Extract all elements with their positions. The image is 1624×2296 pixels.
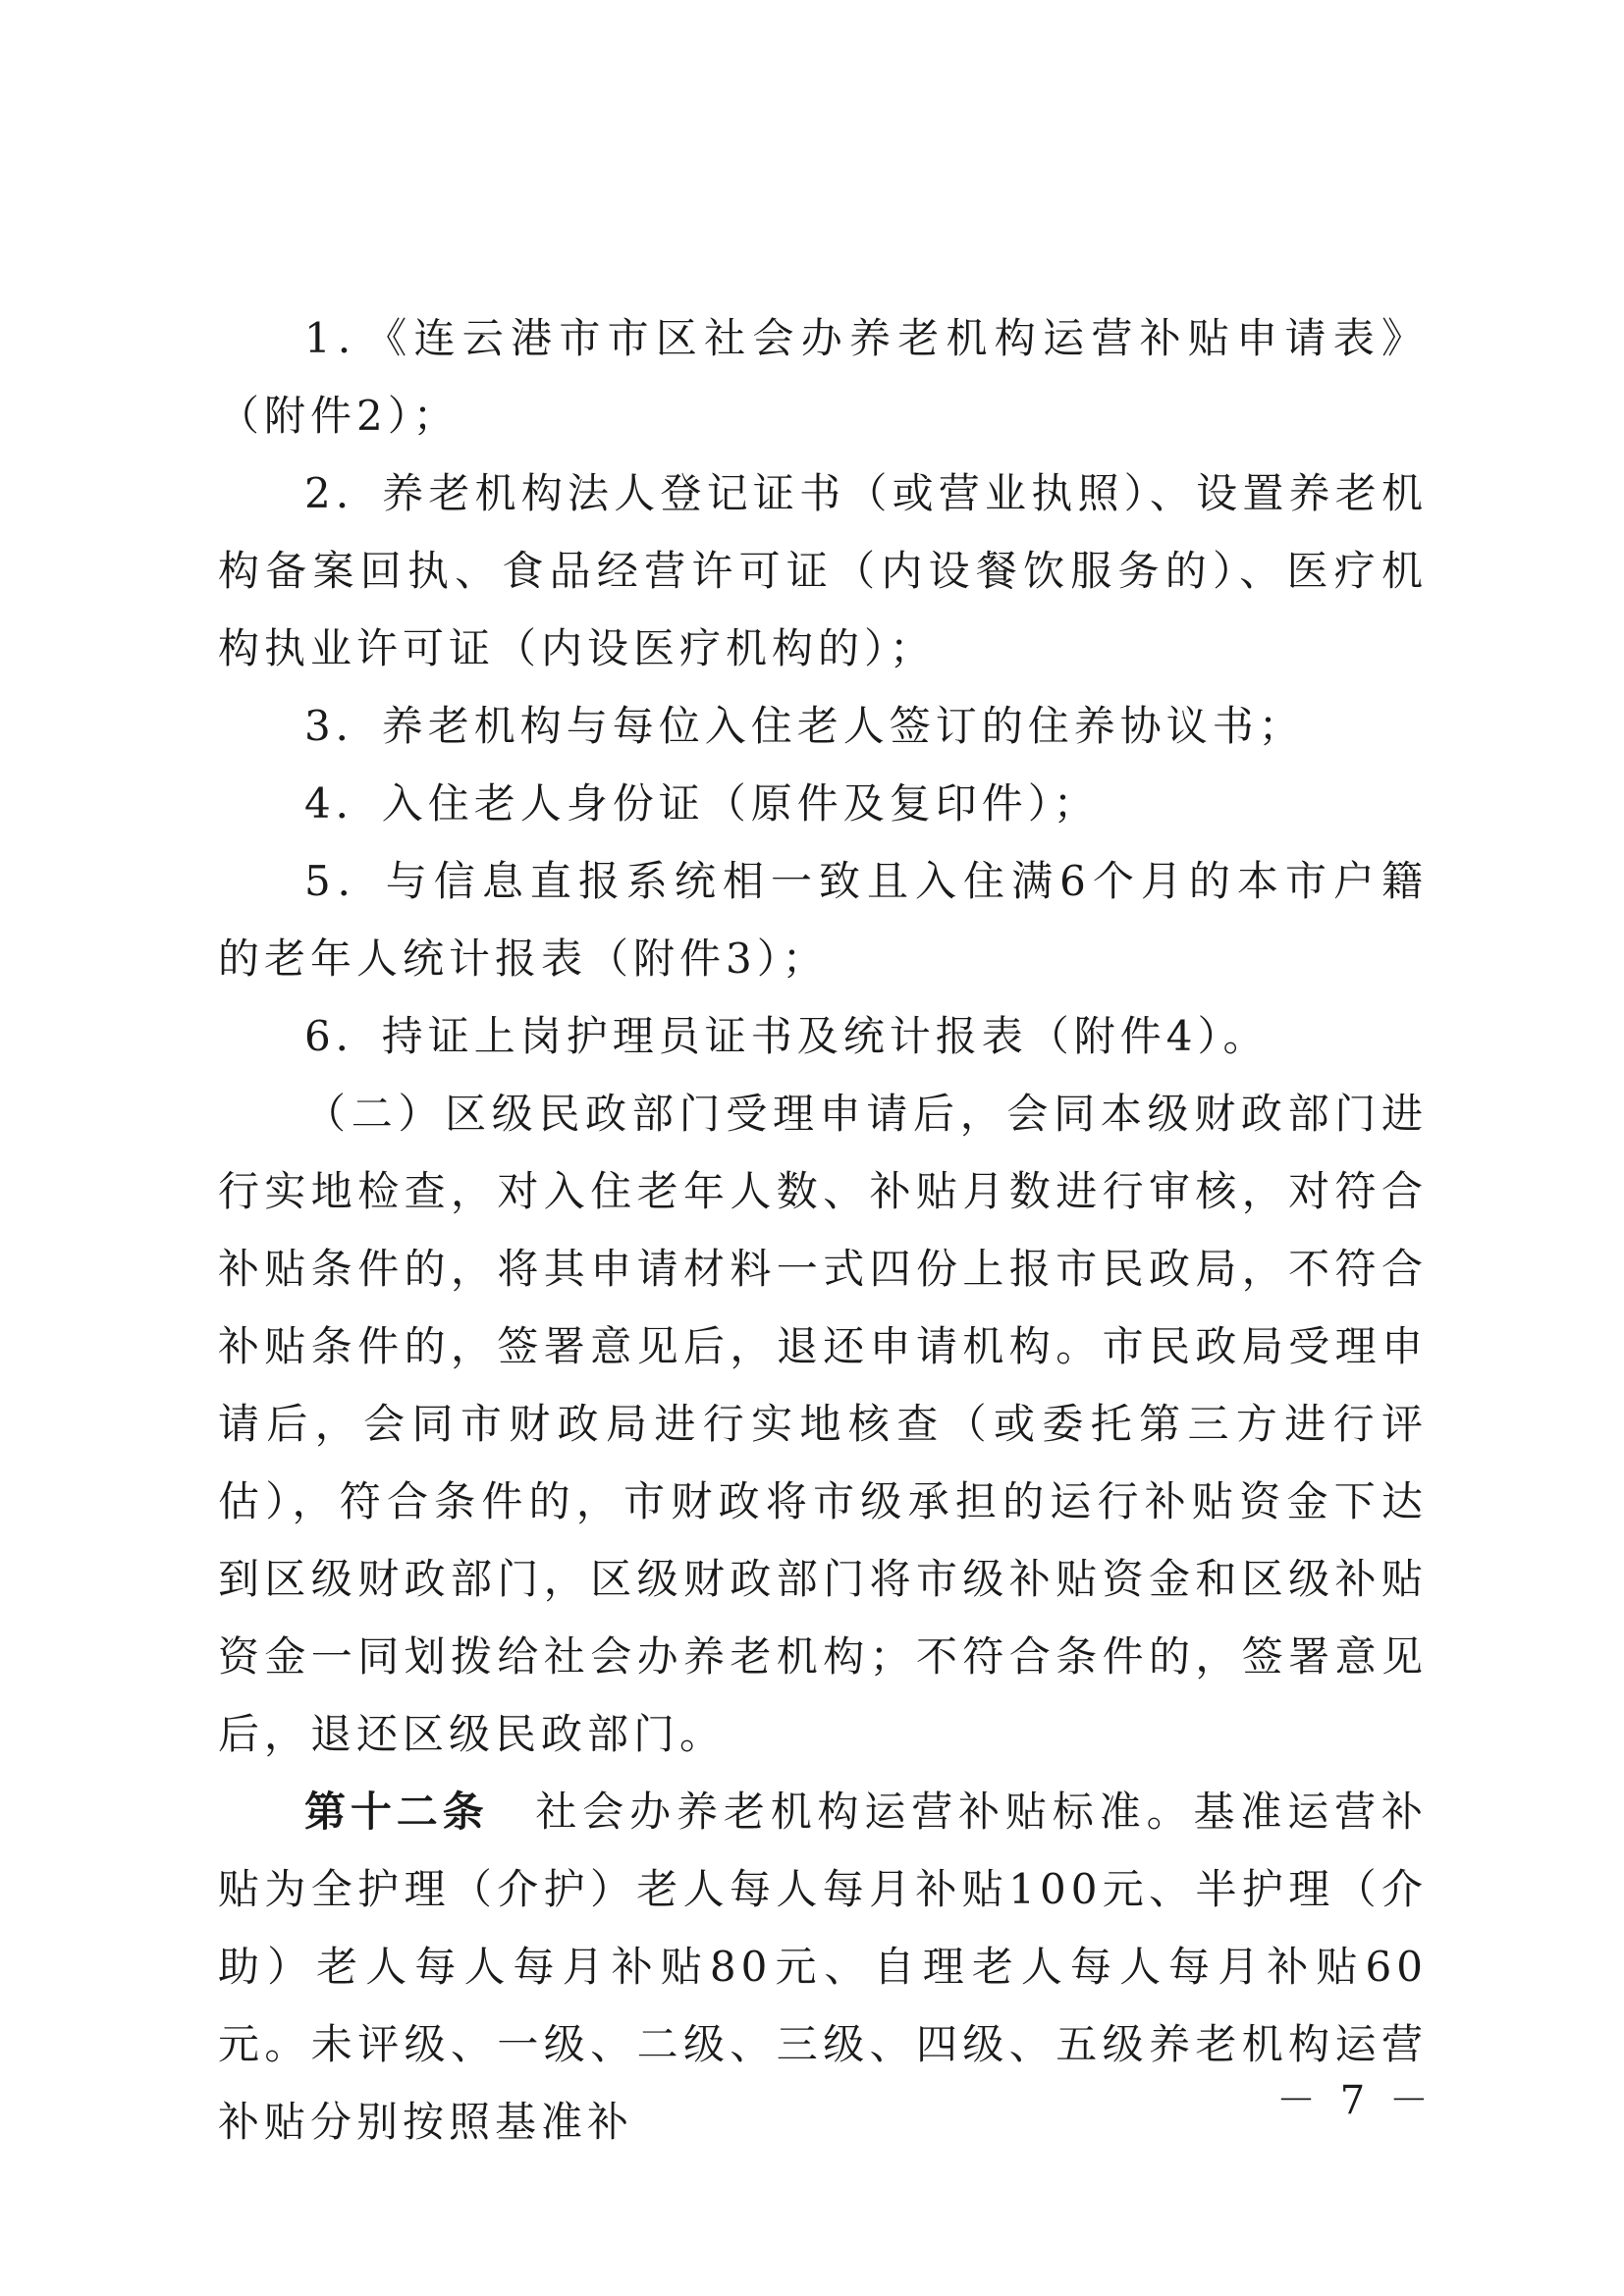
article-12-heading: 第十二条	[304, 1788, 489, 1836]
paragraph-review-process: （二）区级民政部门受理申请后，会同本级财政部门进行实地检查，对入住老年人数、补贴月数进行审核，对符合补贴条件的，将其申请材料一式四份上报市民政局，不符合补贴条件的，签署意见后，退还申请机构。市民政局受理申请后，会同市财政局进行实地核查（或委托第三方进行评估），符合条件的，市财政将市级承担的运行补贴资金下达到区级财政部门，区级财政部门将市级补贴资金和区级补贴资金一同划拨给社会办养老机构；不符合条件的，签署意见后，退还区级民政部门。	[218, 1090, 1428, 1758]
document-body	[218, 299, 1428, 2161]
list-item-statistics-report: 5．与信息直报系统相一致且入住满6个月的本市户籍的老年人统计报表（附件3）；	[218, 857, 1428, 983]
list-item-caregiver-certificates: 6．持证上岗护理员证书及统计报表（附件4）。	[304, 1012, 1270, 1060]
article-12-text: 社会办养老机构运营补贴标准。基准运营补贴为全护理（介护）老人每人每月补贴100元、半护理（介助）老人每人每月补贴80元、自理老人每人每月补贴60元。未评级、一级、二级、三级、四级、五级养老机构运营补贴分别按照基准补	[218, 1788, 1428, 2146]
list-item-registration-certificates: 2．养老机构法人登记证书（或营业执照）、设置养老机构备案回执、食品经营许可证（内设餐饮服务的）、医疗机构执业许可证（内设医疗机构的）；	[218, 469, 1428, 672]
list-item-application-form: 1．《连云港市市区社会办养老机构运营补贴申请表》（附件2）；	[218, 314, 1428, 440]
list-item-care-agreement: 3．养老机构与每位入住老人签订的住养协议书；	[304, 702, 1305, 750]
page-number: － 7 －	[1276, 2078, 1435, 2123]
list-item-id-card: 4．入住老人身份证（原件及复印件）；	[304, 779, 1100, 828]
paragraph-article-12	[218, 1773, 1428, 2161]
